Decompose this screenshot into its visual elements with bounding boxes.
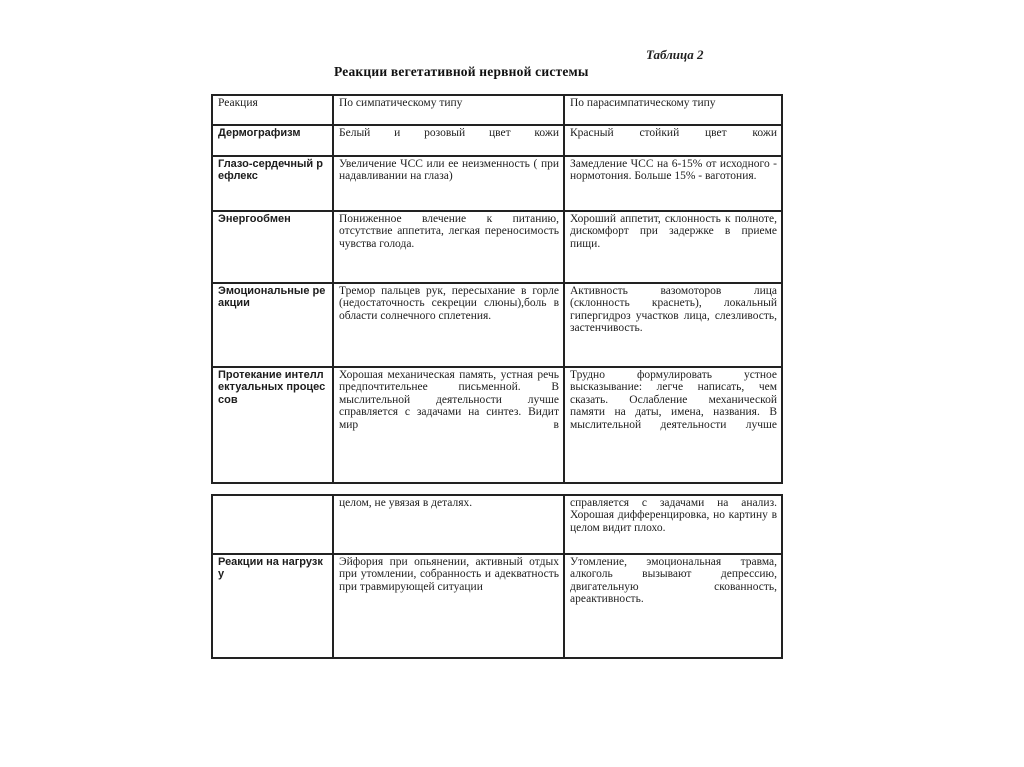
table-row <box>212 211 782 283</box>
row-category: Протекание интеллектуальных процессов <box>212 367 333 483</box>
row-sympathetic: Увеличение ЧСС или ее неизменность ( при надавливании на глаза) <box>333 156 564 211</box>
row-sympathetic: Тремор пальцев рук, пересыхание в горле (недостаточность секреции слюны),боль в области солнечного сплетения. <box>333 283 564 367</box>
row-parasympathetic: Замедление ЧСС на 6-15% от исходного - нормотония. Больше 15% - ваготония. <box>564 156 782 211</box>
row-parasympathetic: Красный стойкий цвет кожи <box>564 125 782 156</box>
row-sympathetic: Хорошая механическая память, устная речь предпочтительнее письменной. В мыслительной деятельности лучше справляется с задачами на синтез. Видит мир в <box>333 367 564 483</box>
row-sympathetic: целом, не увязая в деталях. <box>333 495 564 554</box>
table-row <box>212 125 782 156</box>
row-category: Дермографизм <box>212 125 333 156</box>
header-cell-parasympathetic: По парасимпатическому типу <box>564 95 782 125</box>
reactions-table-continuation <box>211 494 783 659</box>
row-category: Энергообмен <box>212 211 333 283</box>
row-category: Глазо-сердечный рефлекс <box>212 156 333 211</box>
row-parasympathetic: справляется с задачами на анализ. Хорошая дифференцировка, но картину в целом видит плохо. <box>564 495 782 554</box>
table-row <box>212 367 782 483</box>
row-sympathetic: Белый и розовый цвет кожи <box>333 125 564 156</box>
row-parasympathetic: Хороший аппетит, склонность к полноте, дискомфорт при задержке в приеме пищи. <box>564 211 782 283</box>
row-sympathetic: Эйфория при опьянении, активный отдых при утомлении, собранность и адекватность при травмирующей ситуации <box>333 554 564 658</box>
row-category <box>212 495 333 554</box>
row-parasympathetic: Трудно формулировать устное высказывание: легче написать, чем сказать. Ослабление механической памяти на даты, имена, названия. В мыслительной деятельности лучше <box>564 367 782 483</box>
row-category: Реакции на нагрузку <box>212 554 333 658</box>
header-cell-sympathetic: По симпатическому типу <box>333 95 564 125</box>
header-cell-reaction: Реакция <box>212 95 333 125</box>
document-title: Реакции вегетативной нервной системы <box>334 64 589 79</box>
table-row <box>212 283 782 367</box>
table-caption: Таблица 2 <box>646 47 704 62</box>
reactions-table <box>211 94 783 484</box>
row-parasympathetic: Активность вазомоторов лица (склонность краснеть), локальный гипергидроз участков лица, слезливость, застенчивость. <box>564 283 782 367</box>
row-sympathetic: Пониженное влечение к питанию, отсутствие аппетита, легкая переносимость чувства голода. <box>333 211 564 283</box>
table-header-row <box>212 95 782 125</box>
row-category: Эмоциональные реакции <box>212 283 333 367</box>
row-parasympathetic: Утомление, эмоциональная травма, алкоголь вызывают депрессию, двигательную скованность, ареактивность. <box>564 554 782 658</box>
table-row <box>212 554 782 658</box>
table-row <box>212 156 782 211</box>
table-row <box>212 495 782 554</box>
